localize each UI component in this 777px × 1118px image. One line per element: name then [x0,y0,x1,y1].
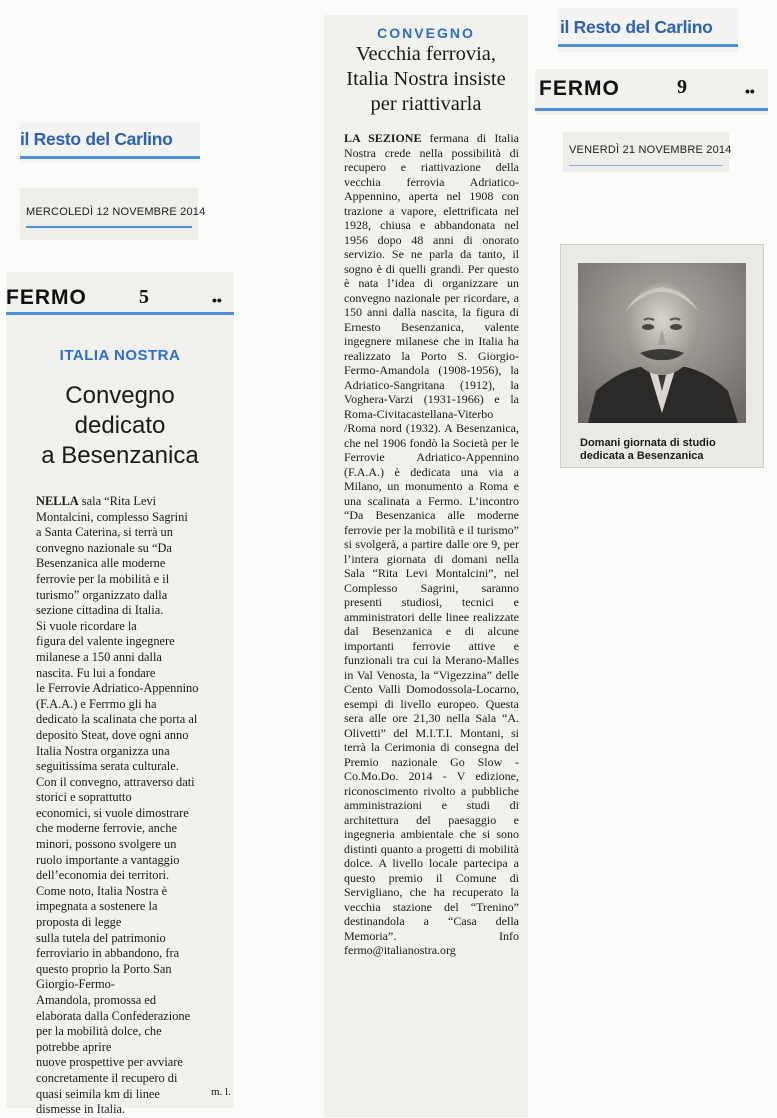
masthead-logo: il Resto del Carlino [560,17,713,37]
left-masthead-clip [20,122,200,162]
article-body [36,494,232,1118]
article-kicker: ITALIA NOSTRA [59,347,181,364]
photo-clip [560,244,764,468]
portrait-photo [578,263,746,423]
page-number: 9 [677,76,687,98]
right-masthead-clip [558,8,738,52]
portrait-illustration [578,263,746,423]
section-dots: •• [212,292,222,308]
headline-line: per riattivarla [370,93,482,115]
section-dots: •• [745,83,755,99]
article-lead: LA SEZIONE [344,131,422,145]
left-date-clip [20,188,206,240]
masthead-logo: il Resto del Carlino [20,129,173,149]
author-signature: m. l. [211,1086,231,1098]
section-rule [6,312,234,315]
article-text: sala “Rita Levi Montalcini, complesso Sagrini a Santa Caterina, si terrà un convegno nazionale su “Da Besenzanica alle moderne ferrovie per la mobilità e il turismo” organizzato dalla sezione cittadina di Italia. Si vuole ricordare la figura del valente ingegnere milanese a 150 anni dalla nascita. Fu lui a fondare le Ferrovie Adriatico-Appennino (F.A.A.) e Ferrmo gli ha dedicato la scalinata che porta al deposito Steat, dove ogni anno Italia Nostra organizza una seguitissima serata culturale. Con il convegno, attraverso dati storici e soprattutto economici, si vuole dimostrare che moderne ferrovie, anche minori, possono svolgere un ruolo importante a vantaggio dell’economia dei territori. Come noto, Italia Nostra è impegnata a sostenere la proposta di legge sulla tutela del patrimonio ferroviario in abbandono, fra questo proprio la Porto San Giorgio-Fermo- Amandola, promossa ed elaborata dalla Confederazione per la mobilità dolce, che potrebbe aprire nuove prospettive per avviare concretamente il recupero di quasi seimila km di linee dismesse in Italia. [36,494,199,1117]
middle-article-clip [324,15,528,1117]
photo-caption [580,437,760,463]
article-headline [324,42,528,117]
article-kicker: CONVEGNO [377,25,475,41]
section-rule [535,108,768,111]
right-date-clip [563,132,732,172]
date-rule [26,226,192,228]
caption-line: Domani giornata di studio [580,437,716,449]
headline-line: a Besenzanica [41,442,199,469]
masthead-rule [20,156,200,159]
date-rule [569,165,723,166]
masthead-rule [558,44,738,47]
publication-date: MERCOLEDÌ 12 NOVEMBRE 2014 [26,206,206,218]
section-name: FERMO [539,77,620,100]
page-number: 5 [139,286,149,308]
article-text: fermana di Italia Nostra crede nella possibilità di recupero e riattivazione della vecchia ferrovia Adriatico-Appennino, aperta nel 1908 con trazione a vapore, elettrificata nel 1928, chiusa e abbandonata nel 1956 dopo 48 anni di onorato servizio. Se ne parla da tanto, il sogno è di quelli grandi. Per questo è nata l’idea di organizzare un convegno nazionale per ricordare, a 150 anni dalla nascita, la figura di Ernesto Besenzanica, valente ingegnere milanese che in Italia ha realizzato la Porto S. Giorgio-Fermo-Amandola (1908-1956), la Adriatico-Sangritana (1912), la Voghera-Varzi (1931-1966) e la Roma-Civitacastellana-Viterbo /Roma nord (1932). A Besenzanica, che nel 1906 fondò la Società per le Ferrovie Adriatico-Appennino (F.A.A.) è dedicata una via a Milano, un monumento a Roma e una scalinata a Fermo. L’incontro “Da Besenzanica alle moderne ferrovie per la mobilità e il turismo” si svolgerà, a partire dalle ore 9, per l’intera giornata di domani nella Sala “Rita Levi Montalcini”, nel Complesso Sagrini, saranno presenti studiosi, tecnici e amministratori delle linee realizzate dal Besenzanica e di alcune importanti ferrovie attive e funzionali tra cui la Merano-Malles in Val Venosta, la “Vigezzina” delle Cento Valli Domodossola-Locarno, esempi di livello europeo. Questa sera alle ore 21,30 nella Sala “A. Olivetti” del M.I.T.I. Montani, si terrà la Cerimonia di consegna del Premio nazionale Go Slow - Co.Mo.Do. 2014 - V edizione, riconoscimento rivolto a pubbliche amministrazioni e studi di architettura del paesaggio e ingegneria ambientale che si sono distinti quanto a progetti di mobilità dolce. A livello locale partecipa a questo premio il Comune di Servigliano, che ha recuperato la vecchia stazione del “Trenino” destinandola a “Casa della Memoria”. Info fermo@italianostra.org [344,131,519,957]
section-name: FERMO [6,286,87,309]
article-headline [6,381,234,471]
article-lead: NELLA [36,494,79,508]
section-header [6,278,234,314]
caption-line: dedicata a Besenzanica [580,450,704,462]
right-section-clip [535,69,768,115]
headline-line: Convegno [65,382,175,409]
headline-line: dedicato [74,412,166,439]
headline-line: Italia Nostra insiste [346,68,506,90]
publication-date: VENERDÌ 21 NOVEMBRE 2014 [569,144,732,156]
left-article-clip [6,272,234,1117]
article-body [344,131,519,958]
headline-line: Vecchia ferrovia, [356,43,496,65]
